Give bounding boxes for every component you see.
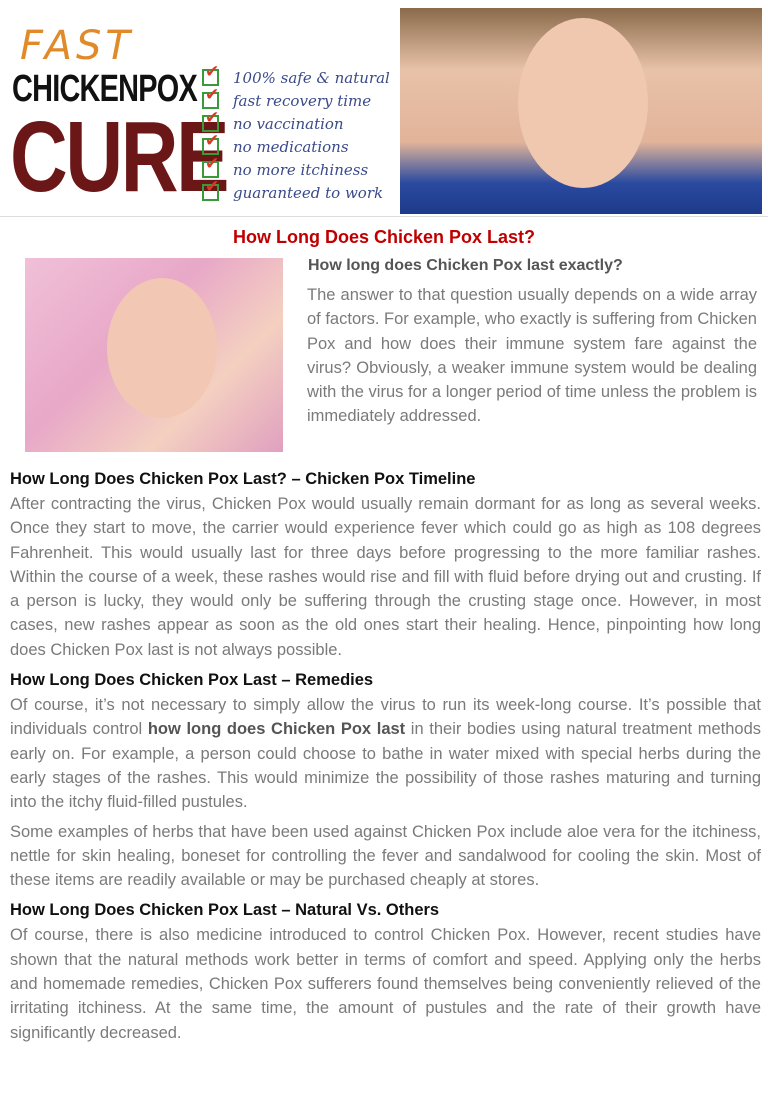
logo-fast: FAST	[20, 23, 134, 69]
checkbox-icon	[202, 184, 219, 201]
text: Of course, it’s not necessary to simply allow the virus to run its week-long course. It’s possible that individuals control	[10, 696, 761, 739]
checkbox-icon	[202, 69, 219, 86]
paragraph	[10, 693, 761, 814]
checkbox-icon	[202, 161, 219, 178]
paragraph: After contracting the virus, Chicken Pox would usually remain dormant for as long as several weeks. Once they start to move, the carrier would experience fever which could go as high as 108 degrees Fahrenheit. This would usually last for three days before progressing to the more familiar rashes. Within the course of a week, these rashes would rise and fill with fluid before drying out and crusting. If a person is lucky, they would only be suffering through the crusting stage once. However, in most cases, new rashes appear as soon as the old ones start their healing. Hence, pinpointing how long does Chicken Pox last is not always possible.	[10, 495, 761, 659]
checklist	[202, 66, 390, 204]
checklist-text: guaranteed to work	[233, 183, 384, 202]
checklist-text: no vaccination	[233, 114, 344, 133]
banner	[0, 0, 768, 217]
logo-chickenpox: CHICKENPOX	[12, 68, 197, 110]
boy-photo	[400, 8, 762, 214]
page-title: How Long Does Chicken Pox Last?	[232, 227, 536, 247]
checklist-item	[202, 89, 390, 112]
checklist-item	[202, 112, 390, 135]
checklist-text: no more itchiness	[233, 160, 369, 179]
checklist-item	[202, 135, 390, 158]
article-body	[10, 466, 761, 1050]
intro-subtitle: How long does Chicken Pox last exactly?	[308, 257, 623, 274]
checkbox-icon	[202, 92, 219, 109]
baby-face	[107, 278, 217, 418]
text: in their bodies using natural treatment methods early on. For example, a person could choose to bathe in water mixed with special herbs during the early stages of the rashes. This would minimize the possibility of those rashes maturing and turning into the itchy fluid-filled pustules.	[10, 720, 761, 812]
checklist-item	[202, 158, 390, 181]
checklist-text: fast recovery time	[233, 91, 372, 110]
checklist-text: no medications	[233, 137, 349, 156]
boy-face	[518, 18, 648, 188]
logo-cure: CURE	[10, 101, 228, 213]
section-heading: How Long Does Chicken Pox Last – Remedies	[10, 671, 374, 690]
checkbox-icon	[202, 115, 219, 132]
checklist-item	[202, 181, 390, 204]
checkbox-icon	[202, 138, 219, 155]
section-heading: How Long Does Chicken Pox Last? – Chicken Pox Timeline	[10, 470, 476, 488]
checklist-text: 100% safe & natural	[233, 68, 390, 87]
baby-photo	[25, 258, 283, 452]
intro-text: The answer to that question usually depends on a wide array of factors. For example, who exactly is suffering from Chicken Pox and how does their immune system fare against the virus? Obviously, a weaker immune system would be dealing with the virus for a longer period of time unless the problem is immediately addressed.	[307, 286, 757, 426]
checklist-item	[202, 66, 390, 89]
paragraph: Of course, there is also medicine introduced to control Chicken Pox. However, recent studies have shown that the natural methods work better in terms of comfort and speed. Applying only the herbs and homemade remedies, Chicken Pox sufferers found themselves being conveniently relieved of the irritating itchiness. At the same time, the amount of pustules and the rate of their growth have significantly decreased.	[10, 926, 761, 1042]
section-heading: How Long Does Chicken Pox Last – Natural Vs. Others	[10, 901, 440, 920]
bold-text: how long does Chicken Pox last	[147, 720, 406, 739]
paragraph: Some examples of herbs that have been used against Chicken Pox include aloe vera for the itchiness, nettle for skin healing, boneset for controlling the fever and sandalwood for cooling the skin. Most of these items are readily available or may be purchased cheaply at stores.	[10, 822, 761, 890]
